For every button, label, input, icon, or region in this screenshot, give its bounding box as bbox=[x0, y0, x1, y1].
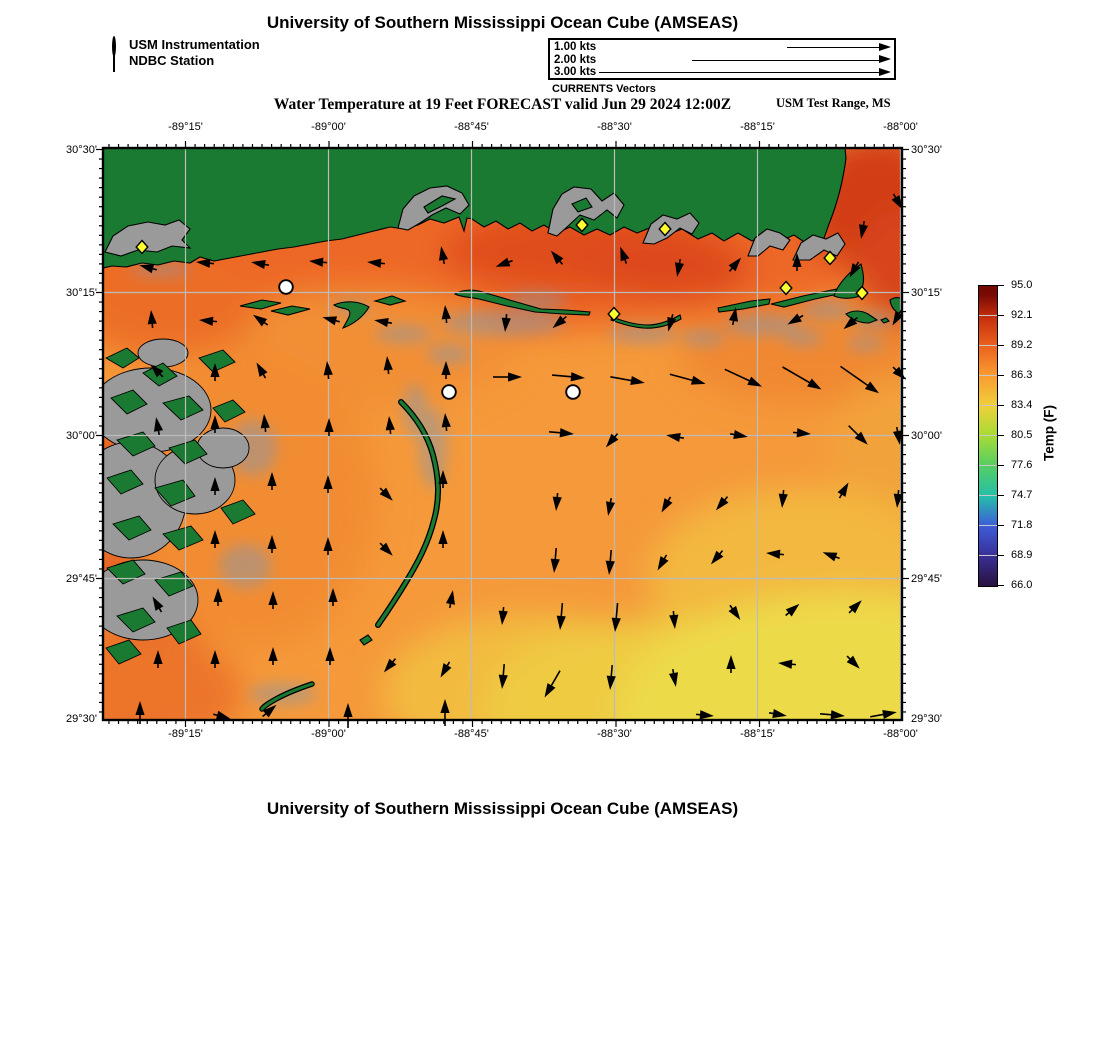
lon-tick-label: -89°15' bbox=[168, 121, 203, 133]
lat-tick-label: 30°15' bbox=[911, 286, 942, 299]
legend-usm-label: USM Instrumentation bbox=[129, 37, 260, 52]
currents-2kt-label: 2.00 kts bbox=[554, 53, 597, 66]
map-svg bbox=[103, 148, 902, 720]
lat-tick-label: 29°30' bbox=[66, 712, 97, 725]
colorbar-tick-mark bbox=[998, 315, 1004, 316]
currents-1kt-label: 1.00 kts bbox=[554, 41, 597, 53]
colorbar-level-line bbox=[979, 495, 997, 496]
lat-tick-label: 29°30' bbox=[911, 712, 942, 725]
legend-ndbc-label: NDBC Station bbox=[129, 53, 215, 68]
lat-tick-label: 29°45' bbox=[66, 572, 97, 585]
lon-tick-label: -88°15' bbox=[740, 121, 775, 133]
footer-title: University of Southern Mississippi Ocean Cube (AMSEAS) bbox=[266, 799, 739, 818]
lat-tick-label: 30°30' bbox=[66, 143, 97, 156]
colorbar-level-line bbox=[979, 435, 997, 436]
colorbar-tick-label: 74.7 bbox=[1011, 489, 1033, 501]
colorbar-tick-label: 71.8 bbox=[1011, 519, 1033, 531]
colorbar-tick-mark bbox=[998, 375, 1004, 376]
colorbar-tick-label: 83.4 bbox=[1011, 399, 1033, 411]
colorbar-tick-mark bbox=[998, 345, 1004, 346]
ndbc-diamond-icon bbox=[112, 54, 116, 72]
usm-station-marker bbox=[279, 280, 293, 294]
colorbar-tick-mark bbox=[998, 405, 1004, 406]
usm-station-marker bbox=[566, 385, 580, 399]
map-area bbox=[103, 148, 902, 720]
usm-station-marker bbox=[442, 385, 456, 399]
currents-3kt-arrow-icon bbox=[879, 68, 891, 76]
currents-legend-row bbox=[550, 54, 894, 67]
currents-1kt-arrow-shaft bbox=[787, 47, 880, 48]
region-annotation: USM Test Range, MS bbox=[776, 96, 891, 110]
currents-3kt-arrow-shaft bbox=[599, 72, 880, 73]
lon-tick-label: -89°00' bbox=[311, 728, 346, 740]
lon-tick-label: -88°15' bbox=[740, 728, 775, 740]
colorbar-tick-label: 86.3 bbox=[1011, 369, 1033, 381]
colorbar-tick-mark bbox=[998, 585, 1004, 586]
colorbar-level-line bbox=[979, 405, 997, 406]
colorbar-tick-mark bbox=[998, 495, 1004, 496]
lat-tick-label: 30°30' bbox=[911, 143, 942, 156]
colorbar-tick-label: 80.5 bbox=[1011, 429, 1033, 441]
colorbar-tick-mark bbox=[998, 465, 1004, 466]
colorbar-tick-mark bbox=[998, 285, 1004, 286]
colorbar-tick-label: 89.2 bbox=[1011, 339, 1033, 351]
colorbar-level-line bbox=[979, 555, 997, 556]
colorbar-level-line bbox=[979, 315, 997, 316]
top-title: University of Southern Mississippi Ocean Cube (AMSEAS) bbox=[266, 13, 739, 32]
colorbar-tick-label: 77.6 bbox=[1011, 459, 1033, 471]
lat-tick-label: 29°45' bbox=[911, 572, 942, 585]
currents-2kt-arrow-shaft bbox=[692, 60, 880, 61]
currents-2kt-arrow-icon bbox=[879, 55, 891, 63]
lon-tick-label: -88°45' bbox=[454, 728, 489, 740]
lon-tick-label: -89°00' bbox=[311, 121, 346, 133]
colorbar-level-line bbox=[979, 375, 997, 376]
colorbar-tick-label: 68.9 bbox=[1011, 549, 1033, 561]
colorbar-level-line bbox=[979, 525, 997, 526]
colorbar-axis-label: Temp (F) bbox=[1041, 405, 1057, 461]
lon-tick-label: -88°00' bbox=[883, 728, 918, 740]
colorbar-tick-label: 66.0 bbox=[1011, 579, 1033, 591]
colorbar-tick-label: 95.0 bbox=[1011, 279, 1033, 291]
lat-tick-label: 30°15' bbox=[66, 286, 97, 299]
plot-subtitle: Water Temperature at 19 Feet FORECAST valid Jun 29 2024 12:00Z bbox=[273, 96, 732, 113]
currents-scale-legend bbox=[548, 38, 896, 80]
colorbar-level-line bbox=[979, 345, 997, 346]
colorbar-tick-mark bbox=[998, 555, 1004, 556]
colorbar-tick-mark bbox=[998, 525, 1004, 526]
currents-1kt-arrow-icon bbox=[879, 43, 891, 51]
colorbar-tick-label: 92.1 bbox=[1011, 309, 1033, 321]
colorbar-level-line bbox=[979, 465, 997, 466]
currents-legend-row bbox=[550, 41, 894, 54]
lon-tick-label: -88°30' bbox=[597, 728, 632, 740]
currents-3kt-label: 3.00 kts bbox=[554, 66, 597, 78]
currents-legend-row bbox=[550, 66, 894, 79]
colorbar-tick-mark bbox=[998, 435, 1004, 436]
lon-tick-label: -89°15' bbox=[168, 728, 203, 740]
lat-tick-label: 30°00' bbox=[911, 429, 942, 442]
lon-tick-label: -88°45' bbox=[454, 121, 489, 133]
lon-tick-label: -88°30' bbox=[597, 121, 632, 133]
lon-tick-label: -88°00' bbox=[883, 121, 918, 133]
currents-caption: CURRENTS Vectors bbox=[552, 83, 656, 95]
lat-tick-label: 30°00' bbox=[66, 429, 97, 442]
